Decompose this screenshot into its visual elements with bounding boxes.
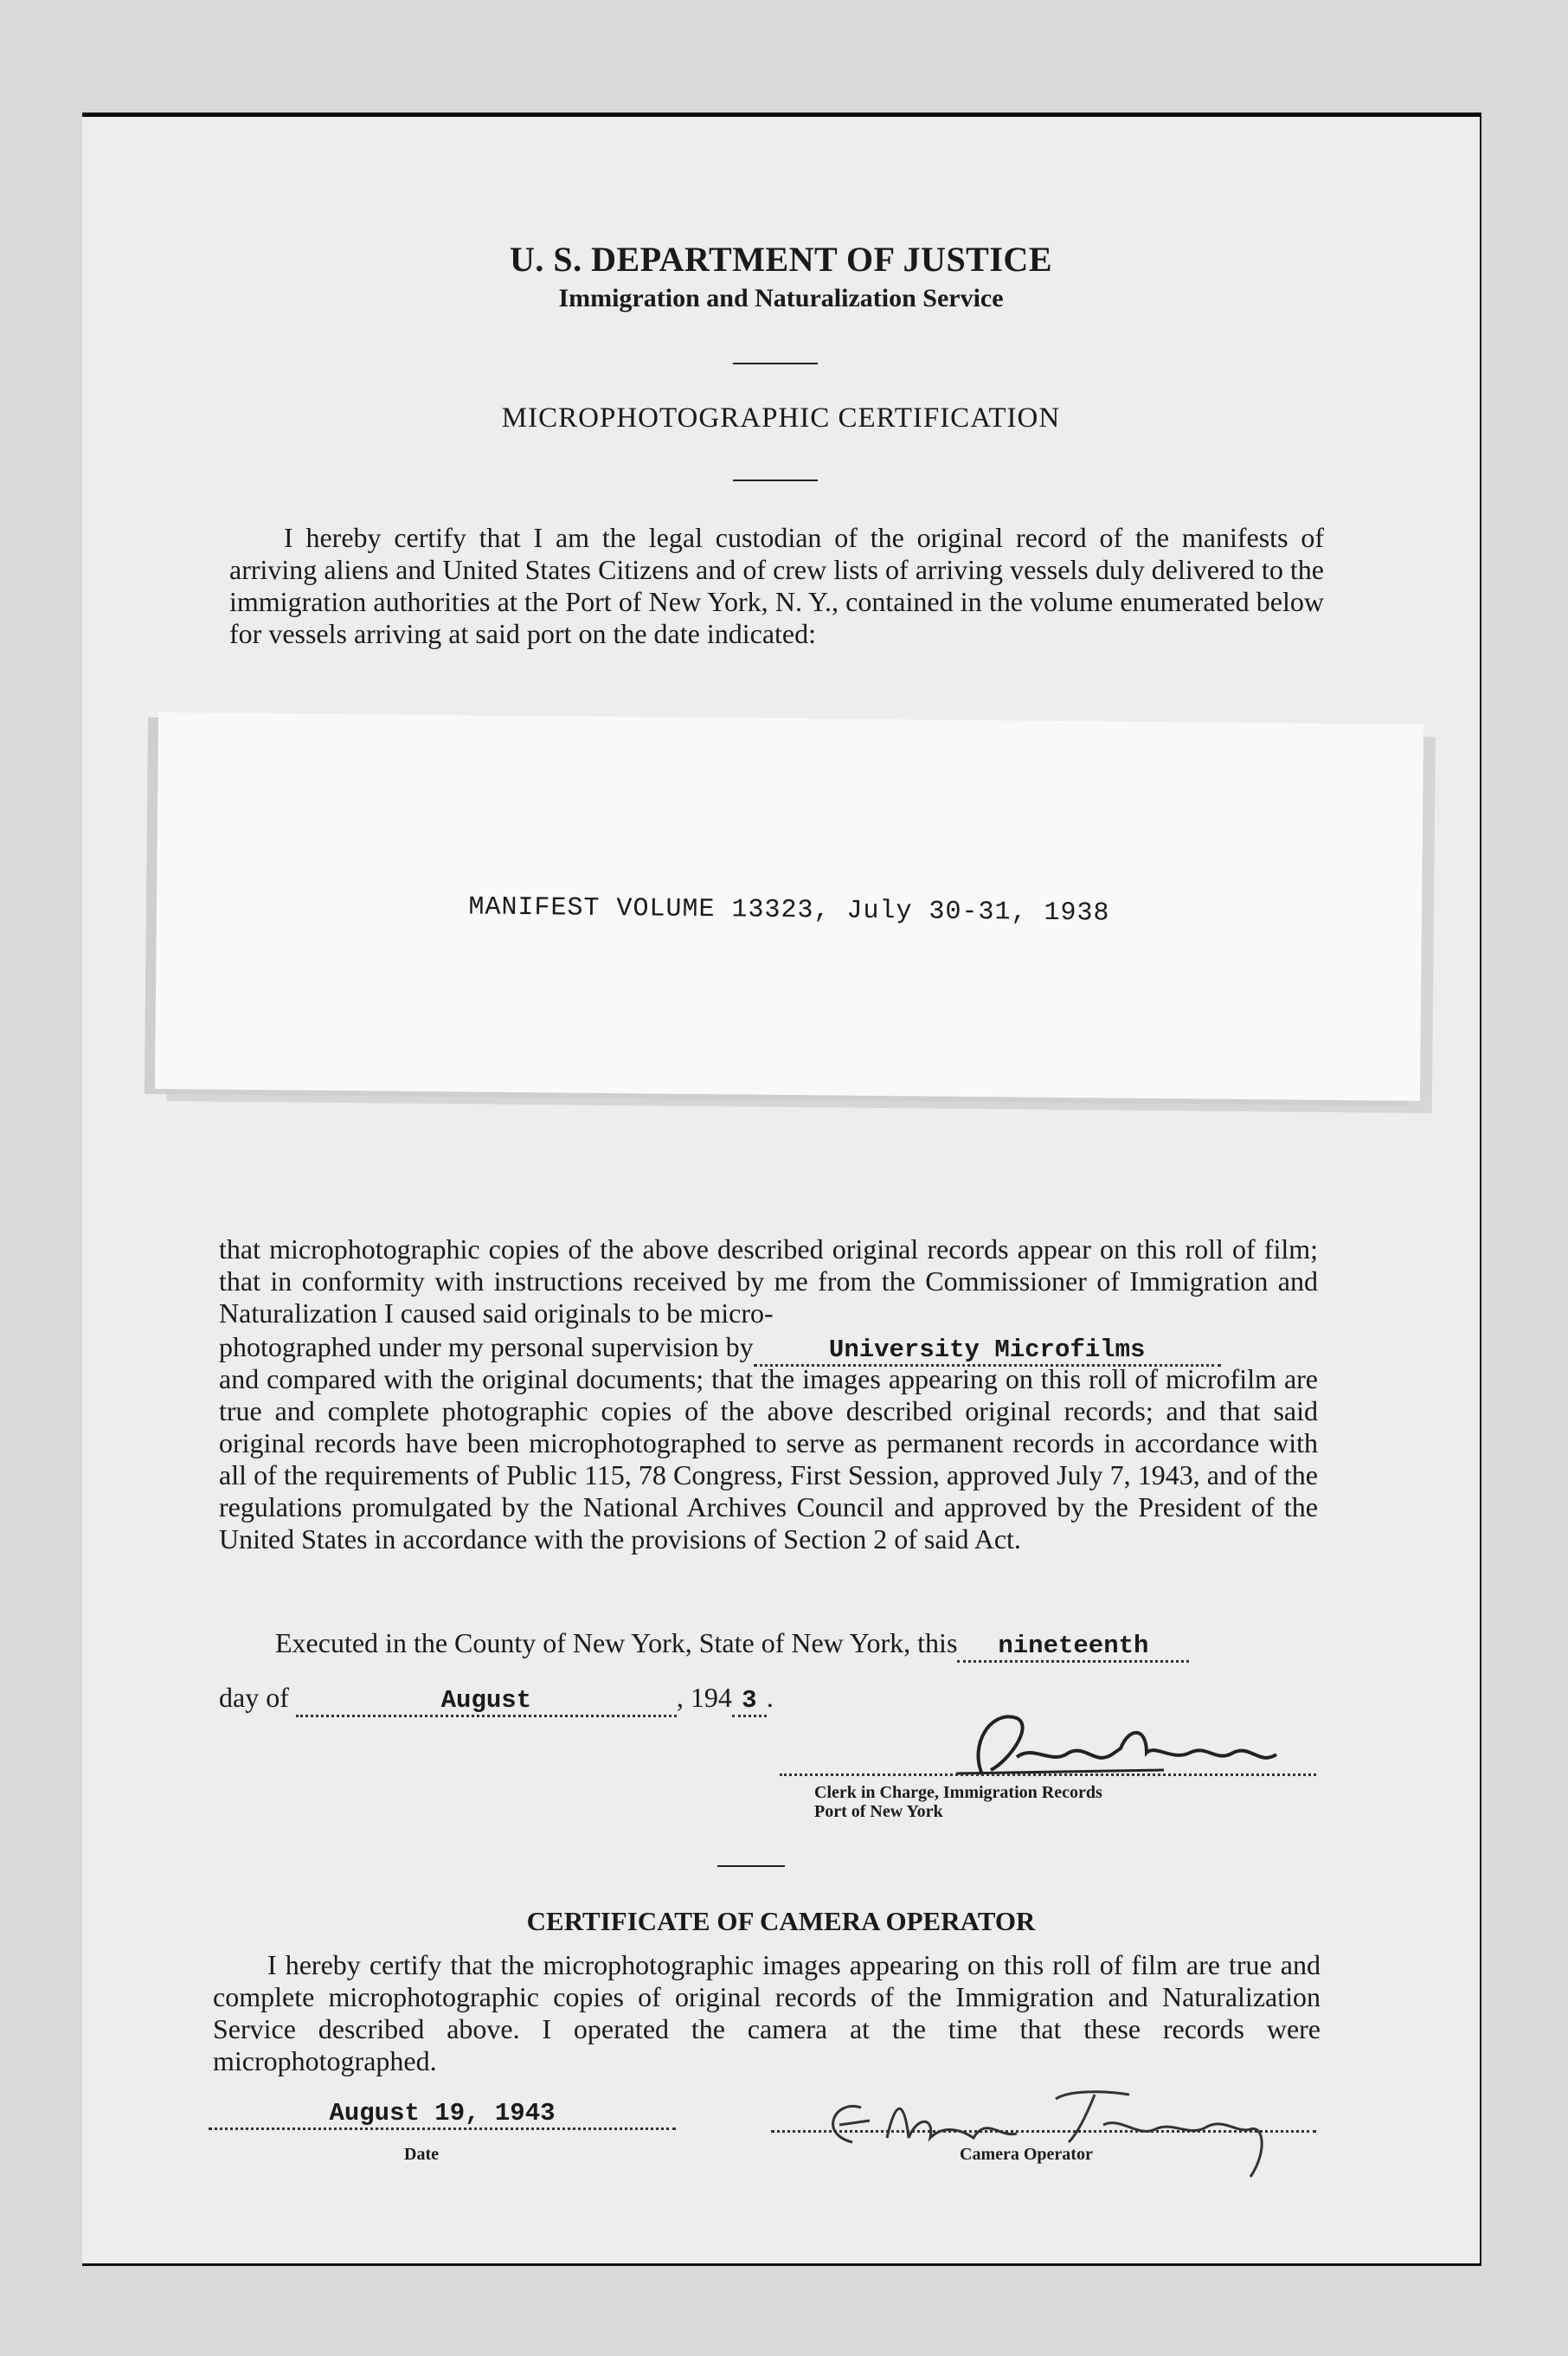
year-digit-field: 3 [732,1686,767,1717]
supervisor-field: University Microfilms [754,1336,1221,1367]
divider-rule [733,363,818,364]
execution-day-field: nineteenth [957,1632,1189,1663]
clerk-title [814,1783,1102,1821]
department-heading: U. S. DEPARTMENT OF JUSTICE [510,240,1052,279]
certificate-page [82,117,1480,2263]
camera-date-label: Date [404,2145,439,2164]
year-prefix: , 194 [676,1682,732,1713]
certification-title: MICROPHOTOGRAPHIC CERTIFICATION [501,402,1061,434]
volume-slip-text: MANIFEST VOLUME 13323, July 30-31, 1938 [468,892,1110,929]
intro-text: I hereby certify that I am the legal custodian of the original record of the manifests of arriving aliens and United States Citizens and of crew lists of arriving vessels duly delivered to the immigration authorities at the Port of New York, N. Y., contained in the volume enumerated below for vessels arriving at said port on the date indicated: [229,522,1324,649]
camera-operator-label: Camera Operator [960,2145,1093,2164]
clerk-signature-line [780,1773,1316,1776]
divider-rule [717,1865,785,1867]
camera-date-field: August 19, 1943 [209,2099,676,2130]
execution-line [275,1627,1189,1663]
operator-signature-line [771,2130,1316,2133]
film-border-bottom [0,2266,1568,2356]
clerk-title-line2: Port of New York [814,1802,943,1821]
supervision-prefix: photographed under my personal supervision by [219,1331,754,1362]
body-paragraph-1 [219,1233,1318,1329]
execution-prefix: Executed in the County of New York, State of New York, this [275,1627,958,1658]
day-of-label: day of [219,1682,289,1713]
body-paragraph-2 [219,1363,1318,1555]
operator-signature [757,2056,1311,2185]
year-suffix: . [766,1682,774,1713]
clerk-title-line1: Clerk in Charge, Immigration Records [814,1783,1102,1802]
body-text-2: and compared with the original documents; that the images appearing on this roll of microfilm are true and complete photographic copies of the above described original records; and that said original records have been microphotographed to serve as permanent records in accordance with all of the requirements of Public 115, 78 Congress, First Session, approved July 7, 1943, and of the regulations promulgated by the National Archives Council and approved by the President of the United States in accordance with the provisions of Section 2 of said Act. [219,1363,1318,1555]
service-subheading: Immigration and Naturalization Service [558,284,1004,312]
film-border-right [1481,0,1568,2356]
body-text-1: that microphotographic copies of the above described original records appear on this roll of film; that in conformity with instructions received by me from the Commissioner of Immigration and Naturalization I caused said originals to be micro- [219,1233,1318,1329]
volume-slip [155,712,1423,1101]
camera-heading: CERTIFICATE OF CAMERA OPERATOR [526,1906,1036,1936]
film-border-left [0,0,82,2356]
camera-text: I hereby certify that the microphotographic images appearing on this roll of film are true and complete microphotographic copies of original records of the Immigration and Naturalization Service described above. I operated the camera at the time that these records were microphotographed. [213,1949,1321,2076]
supervision-line [219,1331,1318,1367]
film-border-top [0,0,1568,113]
divider-rule [733,480,818,481]
camera-date-line [209,2095,676,2130]
intro-paragraph [229,522,1324,650]
clerk-signature [887,1692,1337,1796]
day-of-line [219,1682,774,1717]
execution-month-field: August [296,1686,677,1717]
